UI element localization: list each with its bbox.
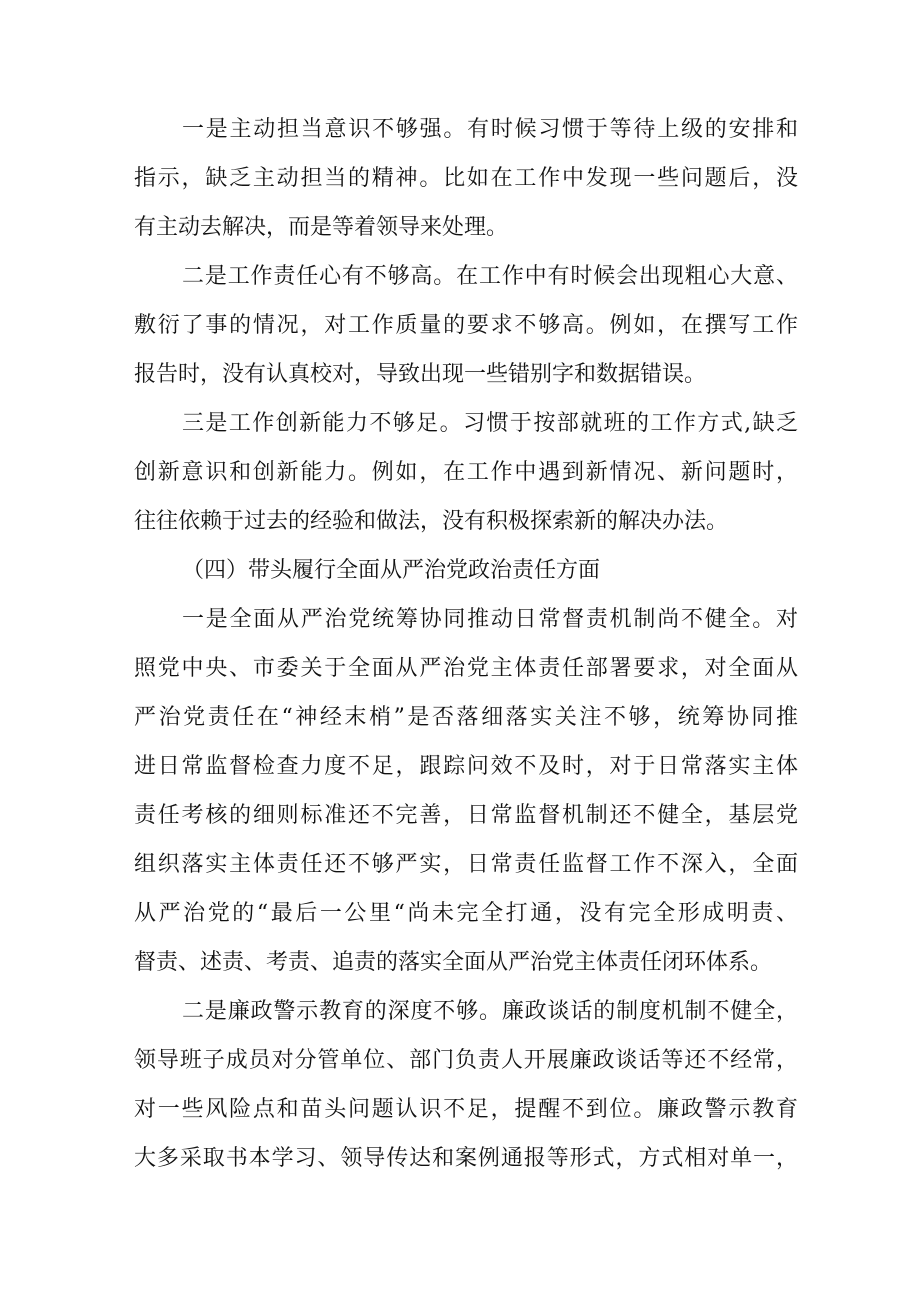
paragraph-4-line-3: 严治党责任在“神经末梢”是否落细落实关注不够，统筹协同推 bbox=[134, 705, 798, 730]
paragraph-3-line-3: 往往依赖于过去的经验和做法，没有积极探索新的解决办法。 bbox=[134, 509, 729, 534]
paragraph-2-line-1: 二是工作责任心有不够高。在工作中有时候会出现粗心大意、 bbox=[182, 264, 798, 289]
paragraph-4-line-1: 一是全面从严治党统筹协同推动日常督责机制尚不健全。对 bbox=[182, 607, 798, 632]
paragraph-5-line-2: 领导班子成员对分管单位、部门负责人开展廉政谈话等还不经常， bbox=[134, 1048, 798, 1073]
paragraph-1-line-3: 有主动去解决，而是等着领导来处理。 bbox=[134, 215, 509, 240]
paragraph-4-line-7: 从严治党的“最后一公里“尚未完全打通，没有完全形成明责、 bbox=[134, 901, 798, 926]
paragraph-4-line-4: 进日常监督检查力度不足，跟踪问效不及时，对于日常落实主体 bbox=[134, 754, 798, 779]
paragraph-4-line-6: 组织落实主体责任还不够严实，日常责任监督工作不深入，全面 bbox=[134, 852, 798, 877]
paragraph-4-line-5: 责任考核的细则标准还不完善，日常监督机制还不健全，基层党 bbox=[134, 803, 798, 828]
paragraph-3-line-2: 创新意识和创新能力。例如，在工作中遇到新情况、新问题时， bbox=[134, 460, 798, 485]
paragraph-2-line-2: 敷衍了事的情况，对工作质量的要求不够高。例如，在撰写工作 bbox=[134, 313, 798, 338]
paragraph-4-line-2: 照党中央、市委关于全面从严治党主体责任部署要求，对全面从 bbox=[134, 656, 798, 681]
paragraph-5-line-1: 二是廉政警示教育的深度不够。廉政谈话的制度机制不健全， bbox=[182, 999, 798, 1024]
paragraph-5-line-3: 对一些风险点和苗头问题认识不足，提醒不到位。廉政警示教育 bbox=[134, 1097, 798, 1122]
section-heading: （四）带头履行全面从严治党政治责任方面 bbox=[182, 558, 601, 583]
paragraph-2-line-3: 报告时，没有认真校对，导致出现一些错别字和数据错误。 bbox=[134, 362, 707, 387]
paragraph-1-line-1: 一是主动担当意识不够强。有时候习惯于等待上级的安排和 bbox=[182, 117, 798, 142]
paragraph-1-line-2: 指示，缺乏主动担当的精神。比如在工作中发现一些问题后，没 bbox=[134, 166, 798, 191]
paragraph-4-line-8: 督责、述责、考责、追责的落实全面从严治党主体责任闭环体系。 bbox=[134, 950, 773, 975]
paragraph-3-line-1: 三是工作创新能力不够足。习惯于按部就班的工作方式,缺乏 bbox=[182, 411, 798, 436]
paragraph-5-line-4: 大多采取书本学习、领导传达和案例通报等形式，方式相对单一， bbox=[134, 1146, 798, 1171]
